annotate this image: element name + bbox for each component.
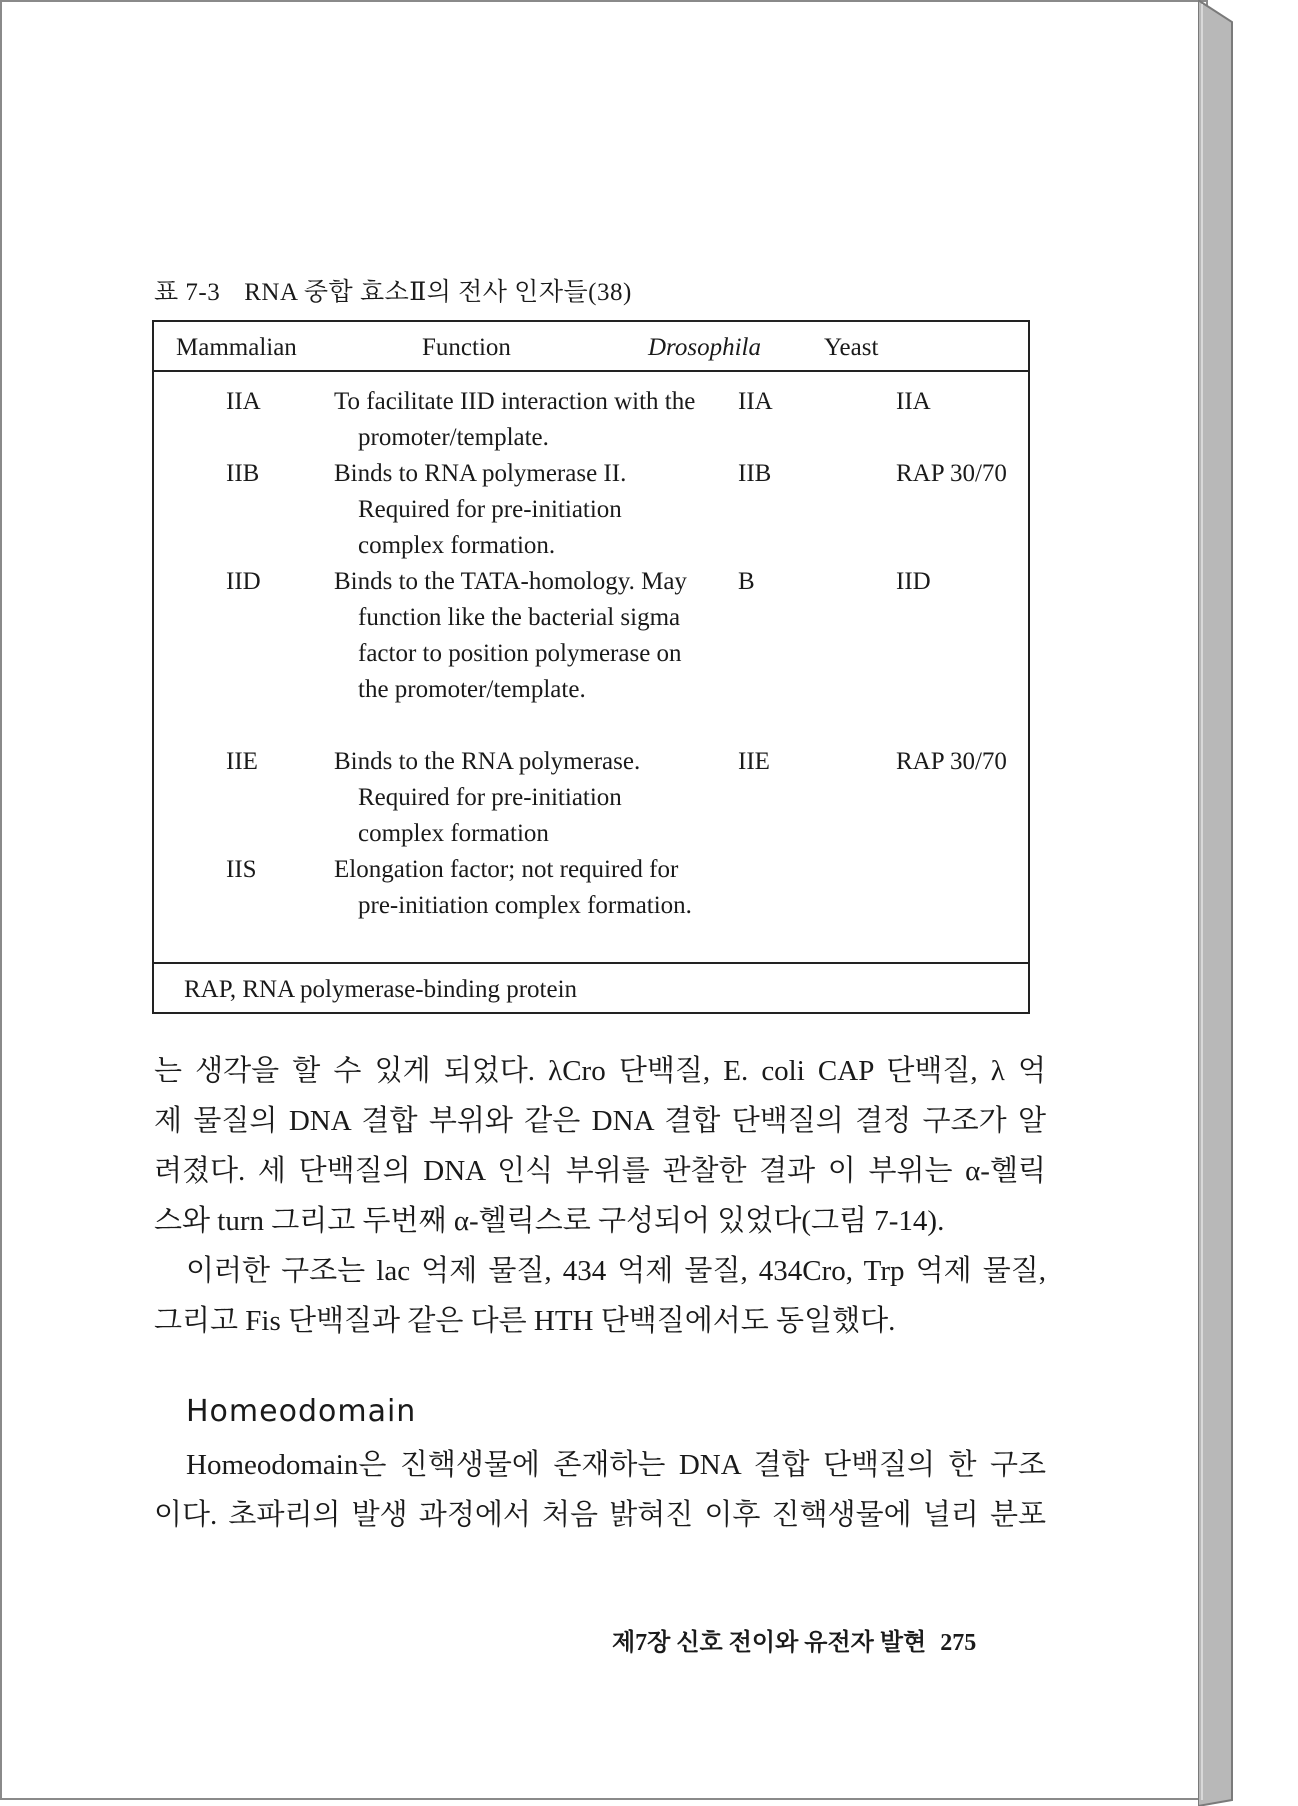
cell-function-text: Binds to the TATA-homology. May function like the bacterial sigma factor to position polymerase on the promoter/template. [334, 568, 687, 703]
header-yeast: Yeast [824, 334, 879, 361]
paragraph-line: 제 물질의 DNA 결합 부위와 같은 DNA 결합 단백질의 결정 구조가 알 [154, 1105, 1046, 1137]
cell-function-text: Elongation factor; not required for pre-initiation complex formation. [334, 856, 692, 919]
cell-mammalian: IIS [226, 856, 257, 883]
cell-function [334, 744, 714, 852]
paragraph-line: 이다. 초파리의 발생 과정에서 처음 밝혀진 이후 진핵생물에 널리 분포 [154, 1499, 1046, 1531]
cell-yeast: RAP 30/70 [896, 748, 1007, 775]
table-footnote-text: RAP, RNA polymerase-binding protein [184, 976, 578, 1003]
cell-yeast: IID [896, 568, 931, 595]
paragraph-line: 스와 turn 그리고 두번째 α-헬릭스로 구성되어 있었다(그림 7-14). [154, 1205, 945, 1237]
cell-function [334, 852, 714, 924]
cell-function-text: Binds to the RNA polymerase. Required for pre-initiation complex formation [334, 748, 641, 847]
paragraph-line: 는 생각을 할 수 있게 되었다. λCro 단백질, E. coli CAP 단백질, λ 억 [154, 1055, 1046, 1087]
table-header-row [154, 322, 1028, 372]
cell-drosophila: IIA [738, 388, 773, 415]
cell-function-text: Binds to RNA polymerase II. Required for pre-initiation complex formation. [334, 460, 627, 559]
cell-function-text: To facilitate IID interaction with the promoter/template. [334, 388, 696, 451]
paragraph-line: Homeodomain은 진핵생물에 존재하는 DNA 결합 단백질의 한 구조 [186, 1449, 1046, 1481]
header-drosophila: Drosophila [648, 334, 761, 361]
section-heading: Homeodomain [186, 1394, 417, 1429]
page-stack-edge [1198, 0, 1298, 1806]
cell-mammalian: IIE [226, 748, 258, 775]
cell-drosophila: B [738, 568, 755, 595]
cell-function [334, 564, 714, 708]
cell-drosophila: IIB [738, 460, 772, 487]
header-function: Function [422, 334, 511, 361]
cell-mammalian: IIB [226, 460, 260, 487]
header-mammalian: Mammalian [176, 334, 297, 361]
paragraph-line: 이러한 구조는 lac 억제 물질, 434 억제 물질, 434Cro, Trp 억제 물질, [186, 1255, 1046, 1287]
cell-yeast: IIA [896, 388, 931, 415]
cell-drosophila: IIE [738, 748, 770, 775]
table-caption-label: 표 7-3 [154, 279, 221, 306]
cell-function [334, 384, 714, 456]
transcription-factor-table [152, 320, 1030, 1014]
table-caption-text: RNA 중합 효소Ⅱ의 전사 인자들(38) [244, 279, 632, 306]
chapter-title: 제7장 신호 전이와 유전자 발현 [612, 1630, 927, 1656]
table-footnote [154, 962, 1028, 1012]
page-number: 275 [940, 1630, 977, 1656]
cell-mammalian: IIA [226, 388, 261, 415]
cell-yeast: RAP 30/70 [896, 460, 1007, 487]
paragraph-line: 려졌다. 세 단백질의 DNA 인식 부위를 관찰한 결과 이 부위는 α-헬릭 [154, 1155, 1046, 1187]
cell-function [334, 456, 714, 564]
cell-mammalian: IID [226, 568, 261, 595]
table-caption [154, 272, 632, 308]
page-footer [612, 1622, 976, 1657]
paragraph-line: 그리고 Fis 단백질과 같은 다른 HTH 단백질에서도 동일했다. [154, 1305, 896, 1337]
